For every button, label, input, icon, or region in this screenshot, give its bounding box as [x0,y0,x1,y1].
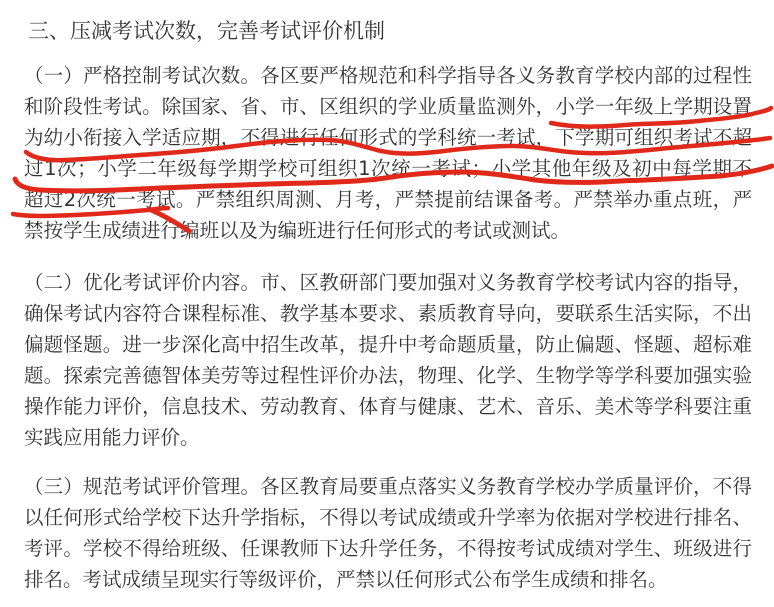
text-line: 和阶段性考试。除国家、省、市、区组织的学业质量监测外，小学一年级上学期设置 [24,95,752,118]
text-line: （一）严格控制考试次数。各区要严格规范和科学指导各义务教育学校内部的过程性 [24,64,752,87]
text-line: 偏题怪题。进一步深化高中招生改革，提升中考命题质量，防止偏题、怪题、超标难 [24,333,752,356]
text-line: 实践应用能力评价。 [24,426,200,449]
text-line: （三）规范考试评价管理。各区教育局要重点落实义务教育学校办学质量评价，不得 [24,475,752,498]
text-line: 排名。考试成绩呈现实行等级评价，严禁以任何形式公布学生成绩和排名。 [24,568,668,591]
text-line: 题。探索完善德智体美劳等过程性评价办法，物理、化学、生物学等学科要加强实验 [24,364,752,387]
text-line: 确保考试内容符合课程标准、教学基本要求、素质教育导向，要联系生活实际，不出 [24,302,752,325]
text-line: （二）优化考试评价内容。市、区教研部门要加强对义务教育学校考试内容的指导， [24,271,752,294]
text-line: 考评。学校不得给班级、任课教师下达升学任务，不得按考试成绩对学生、班级进行 [24,537,752,560]
text-line: 过1次；小学二年级每学期学校可组织1次统一考试；小学其他年级及初中每学期不 [24,157,752,180]
text-line: 操作能力评价，信息技术、劳动教育、体育与健康、艺术、音乐、美术等学科要注重 [24,395,752,418]
text-line: 以任何形式给学校下达升学指标，不得以考试成绩或升学率为依据对学校进行排名、 [24,506,752,529]
text-line: 为幼小衔接入学适应期，不得进行任何形式的学科统一考试，下学期可组织考试不超 [24,126,752,149]
text-line: 禁按学生成绩进行编班以及为编班进行任何形式的考试或测试。 [24,219,571,242]
text-line: 超过2次统一考试。严禁组织周测、月考，严禁提前结课备考。严禁举办重点班，严 [24,188,752,211]
section-heading: 三、压减考试次数，完善考试评价机制 [28,19,385,43]
